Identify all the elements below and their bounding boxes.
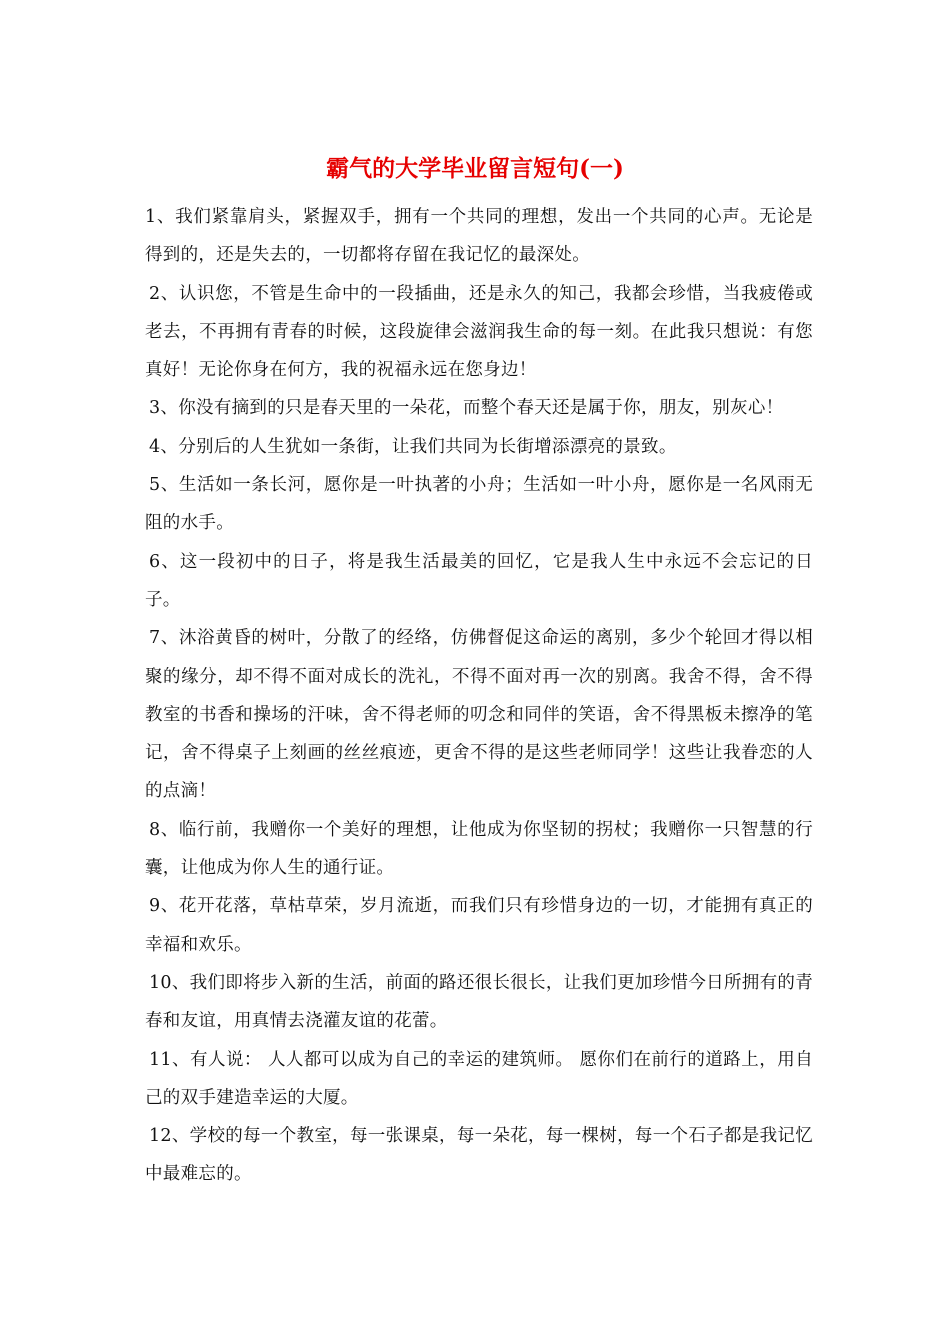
paragraph-6: 6、这一段初中的日子，将是我生活最美的回忆，它是我人生中永远不会忘记的日子。 <box>145 551 813 610</box>
document-body <box>145 198 813 1194</box>
paragraph-9: 9、花开花落，草枯草荣，岁月流逝，而我们只有珍惜身边的一切，才能拥有真正的幸福和欢乐。 <box>145 896 813 955</box>
paragraph-3: 3、你没有摘到的只是春天里的一朵花，而整个春天还是属于你，朋友，别灰心！ <box>149 398 784 419</box>
paragraph-4: 4、分别后的人生犹如一条街，让我们共同为长街增添漂亮的景致。 <box>149 436 677 457</box>
paragraph-1: 1、我们紧靠肩头，紧握双手，拥有一个共同的理想，发出一个共同的心声。无论是得到的，还是失去的，一切都将存留在我记忆的最深处。 <box>145 207 813 266</box>
document-title: 霸气的大学毕业留言短句(一) <box>326 155 624 182</box>
paragraph-7: 7、沐浴黄昏的树叶，分散了的经络，仿佛督促这命运的离别，多少个轮回才得以相聚的缘分，却不得不面对成长的洗礼，不得不面对再一次的别离。我舍不得，舍不得教室的书香和操场的汗味，舍不得老师的叨念和同伴的笑语，舍不得黑板未擦净的笔记，舍不得桌子上刻画的丝丝痕迹，更舍不得的是这些老师同学！这些让我眷恋的人的点滴！ <box>145 628 813 802</box>
paragraph-12: 12、学校的每一个教室，每一张课桌，每一朵花，每一棵树，每一个石子都是我记忆中最难忘的。 <box>145 1126 813 1185</box>
paragraph-2: 2、认识您，不管是生命中的一段插曲，还是永久的知己，我都会珍惜，当我疲倦或老去，不再拥有青春的时候，这段旋律会滋润我生命的每一刻。在此我只想说：有您真好！无论你身在何方，我的祝福永远在您身边！ <box>145 283 813 381</box>
paragraph-11: 11、有人说： 人人都可以成为自己的幸运的建筑师。 愿你们在前行的道路上，用自己的双手建造幸运的大厦。 <box>145 1049 813 1108</box>
paragraph-10: 10、我们即将步入新的生活，前面的路还很长很长，让我们更加珍惜今日所拥有的青春和友谊，用真情去浇灌友谊的花蕾。 <box>145 972 813 1032</box>
paragraph-8: 8、临行前，我赠你一个美好的理想，让他成为你坚韧的拐杖；我赠你一只智慧的行囊，让他成为你人生的通行证。 <box>145 819 813 879</box>
paragraph-5: 5、生活如一条长河，愿你是一叶执著的小舟；生活如一叶小舟，愿你是一名风雨无阻的水手。 <box>145 475 813 534</box>
